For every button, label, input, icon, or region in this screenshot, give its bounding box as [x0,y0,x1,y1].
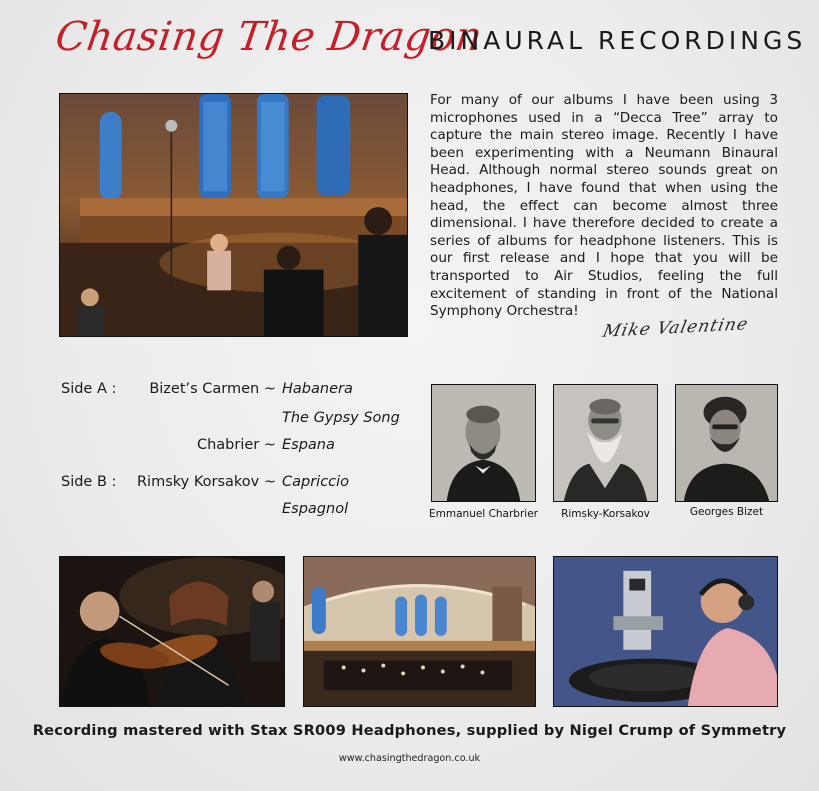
signature: Mike Valentine [600,314,751,342]
side-b-label: Side B : [61,474,117,490]
portrait-bizet-image [675,384,778,502]
side-a-composer-chabrier: Chabrier ~ [196,437,276,453]
portrait-caption-rimsky-korsakov: Rimsky-Korsakov [561,508,650,520]
side-b-piece-espagnol: Espagnol [282,501,349,517]
page-subtitle: BINAURAL RECORDINGS [428,26,807,55]
portrait-charbrier-image [431,384,536,502]
footer-credit: Recording mastered with Stax SR009 Headphones, supplied by Nigel Crump of Symmetry [32,722,787,739]
portrait-caption-charbrier: Emmanuel Charbrier [429,508,538,520]
side-b-piece-capriccio: Capriccio [282,474,350,490]
side-a-composer-carmen: Bizet’s Carmen ~ [149,381,276,397]
studio-photo [59,93,408,337]
intro-paragraph: For many of our albums I have been using 3 microphones used in a “Decca Tree” array to capture the main stereo image. Recently I have been experimenting with a Neumann Binaural Head. Although normal stereo sounds great on headphones, I have found that when using the head, the effect can become almost three dimensional. I have therefore decided to create a series of albums for headphone listeners. This is our first release and I hope that you will be transported to Air Studios, feeling the full excitement of standing in front of the National Symphony Orchestra! [430,92,778,320]
violinists-photo [59,556,285,707]
brand-logo-text: Chasing The Dragon [52,14,486,60]
air-studios-hall-photo [303,556,536,707]
portrait-rimsky-korsakov-image [553,384,658,502]
side-a-piece-espana: Espana [282,437,335,453]
portrait-caption-bizet: Georges Bizet [689,506,764,518]
side-a-piece-habanera: Habanera [282,381,353,397]
side-a-label: Side A : [61,381,117,397]
side-a-piece-gypsy-song: The Gypsy Song [282,410,400,426]
website-url[interactable]: www.chasingthedragon.co.uk [338,753,481,764]
mastering-engineer-photo [553,556,778,707]
side-b-composer-rimsky: Rimsky Korsakov ~ [136,474,276,490]
